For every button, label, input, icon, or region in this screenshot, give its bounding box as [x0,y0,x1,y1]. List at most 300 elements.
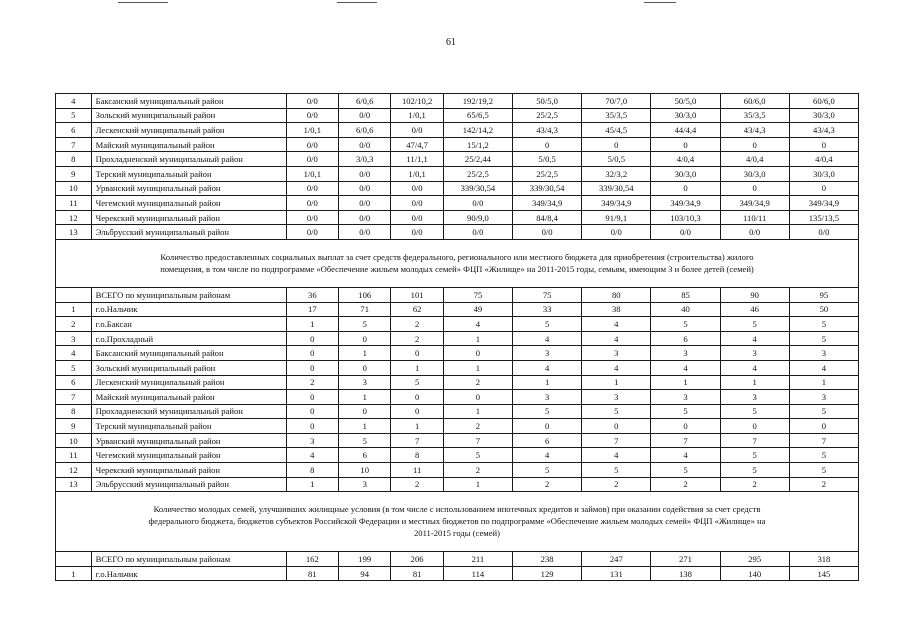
table-row [56,210,859,225]
page-number: 61 [446,37,456,48]
value-cell: 0 [286,419,338,434]
value-cell: 0/0 [339,166,391,181]
value-cell: 5/0,5 [582,152,651,167]
municipality-name-cell: ВСЕГО по муниципальным районам [91,552,286,567]
value-cell: 1 [391,419,443,434]
total-row [56,552,859,567]
value-cell: 6 [651,331,720,346]
value-cell: 36 [286,287,338,302]
value-cell: 30/3,0 [720,166,789,181]
value-cell: 4 [582,360,651,375]
value-cell: 84/8,4 [513,210,582,225]
row-number-cell [56,552,92,567]
value-cell: 35/3,5 [720,108,789,123]
value-cell: 75 [443,287,512,302]
value-cell: 0 [651,137,720,152]
table-row [56,137,859,152]
value-cell: 30/3,0 [651,108,720,123]
value-cell: 0/0 [789,225,858,240]
value-cell: 1 [286,477,338,492]
value-cell: 110/11 [720,210,789,225]
value-cell: 1 [339,346,391,361]
value-cell: 5 [513,404,582,419]
row-number-cell: 5 [56,108,92,123]
value-cell: 0/0 [391,181,443,196]
row-number-cell: 13 [56,477,92,492]
municipality-name-cell: Майский муниципальный район [91,390,286,405]
value-cell: 0/0 [286,210,338,225]
value-cell: 6 [339,448,391,463]
value-cell: 5 [443,448,512,463]
value-cell: 43/4,3 [789,123,858,138]
table-row [56,166,859,181]
section-2-heading-line1: Количество предоставленных социальных выплат за счет средств федерального, регионального или местного бюджета для приобретения (строительства) жилого [160,251,754,262]
value-cell: 2 [720,477,789,492]
value-cell: 1 [443,404,512,419]
value-cell: 1 [789,375,858,390]
value-cell: 0/0 [391,196,443,211]
table-row [56,390,859,405]
value-cell: 0 [513,419,582,434]
value-cell: 5 [582,463,651,478]
value-cell: 4 [651,448,720,463]
value-cell: 0/0 [339,225,391,240]
value-cell: 30/3,0 [789,166,858,181]
value-cell: 0/0 [339,210,391,225]
value-cell: 3 [651,390,720,405]
value-cell: 4 [513,360,582,375]
value-cell: 4 [582,448,651,463]
value-cell: 3 [339,477,391,492]
value-cell: 50/5,0 [513,94,582,109]
value-cell: 38 [582,302,651,317]
value-cell: 4 [720,331,789,346]
value-cell: 35/3,5 [582,108,651,123]
table-row [56,477,859,492]
municipality-name-cell: Эльбрусский муниципальный район [91,225,286,240]
municipality-name-cell: Зольский муниципальный район [91,108,286,123]
value-cell: 5 [720,317,789,332]
row-number-cell: 5 [56,360,92,375]
section-1-body [56,94,859,240]
value-cell: 15/1,2 [443,137,512,152]
value-cell: 114 [443,566,512,581]
value-cell: 49 [443,302,512,317]
value-cell: 0/0 [339,137,391,152]
value-cell: 131 [582,566,651,581]
row-number-cell: 11 [56,196,92,211]
table-row [56,196,859,211]
value-cell: 0 [720,181,789,196]
value-cell: 0 [443,390,512,405]
value-cell: 60/6,0 [789,94,858,109]
table-row [56,302,859,317]
value-cell: 0/0 [443,196,512,211]
value-cell: 0/0 [286,152,338,167]
value-cell: 339/30,54 [582,181,651,196]
value-cell: 349/34,9 [513,196,582,211]
row-number-cell: 10 [56,433,92,448]
value-cell: 0 [339,331,391,346]
value-cell: 7 [720,433,789,448]
table-row [56,346,859,361]
value-cell: 5 [789,448,858,463]
value-cell: 25/2,5 [513,108,582,123]
value-cell: 135/13,5 [789,210,858,225]
value-cell: 247 [582,552,651,567]
value-cell: 5 [339,433,391,448]
municipality-name-cell: Эльбрусский муниципальный район [91,477,286,492]
value-cell: 1 [443,360,512,375]
value-cell: 7 [391,433,443,448]
table-row [56,181,859,196]
value-cell: 7 [443,433,512,448]
value-cell: 211 [443,552,512,567]
municipality-name-cell: ВСЕГО по муниципальным районам [91,287,286,302]
value-cell: 7 [651,433,720,448]
value-cell: 94 [339,566,391,581]
value-cell: 3 [582,346,651,361]
value-cell: 271 [651,552,720,567]
value-cell: 1 [286,317,338,332]
section-3-body [56,552,859,581]
row-number-cell: 6 [56,375,92,390]
row-number-cell: 4 [56,346,92,361]
value-cell: 7 [582,433,651,448]
value-cell: 0 [391,404,443,419]
value-cell: 206 [391,552,443,567]
value-cell: 0 [339,404,391,419]
value-cell: 0/0 [339,181,391,196]
value-cell: 0/0 [391,123,443,138]
value-cell: 62 [391,302,443,317]
value-cell: 43/4,3 [720,123,789,138]
value-cell: 0 [286,390,338,405]
value-cell: 0 [789,419,858,434]
value-cell: 0 [391,390,443,405]
municipality-name-cell: Прохладненский муниципальный район [91,152,286,167]
value-cell: 2 [443,419,512,434]
value-cell: 4 [720,360,789,375]
value-cell: 349/34,9 [651,196,720,211]
table-row [56,94,859,109]
value-cell: 4/0,4 [789,152,858,167]
value-cell: 138 [651,566,720,581]
row-number-cell: 9 [56,419,92,434]
value-cell: 0 [651,419,720,434]
value-cell: 5 [513,317,582,332]
section-2-heading [56,239,859,287]
value-cell: 8 [391,448,443,463]
table-row [56,152,859,167]
value-cell: 1 [513,375,582,390]
row-number-cell: 2 [56,317,92,332]
value-cell: 5 [651,317,720,332]
value-cell: 91/9,1 [582,210,651,225]
value-cell: 0 [513,137,582,152]
row-number-cell: 13 [56,225,92,240]
value-cell: 1/0,1 [286,123,338,138]
value-cell: 0/0 [286,196,338,211]
value-cell: 1 [582,375,651,390]
value-cell: 349/34,9 [789,196,858,211]
value-cell: 32/3,2 [582,166,651,181]
value-cell: 102/10,2 [391,94,443,109]
value-cell: 318 [789,552,858,567]
row-number-cell: 12 [56,463,92,478]
value-cell: 192/19,2 [443,94,512,109]
value-cell: 81 [391,566,443,581]
value-cell: 0/0 [339,196,391,211]
value-cell: 3 [789,390,858,405]
value-cell: 238 [513,552,582,567]
value-cell: 11 [391,463,443,478]
value-cell: 2 [443,375,512,390]
section-3-heading [56,492,859,552]
value-cell: 6/0,6 [339,94,391,109]
value-cell: 339/30,54 [513,181,582,196]
value-cell: 0/0 [286,137,338,152]
value-cell: 4 [651,360,720,375]
value-cell: 0 [651,181,720,196]
value-cell: 90 [720,287,789,302]
municipality-name-cell: Чегемский муниципальный район [91,448,286,463]
table-row [56,463,859,478]
value-cell: 0 [720,137,789,152]
value-cell: 140 [720,566,789,581]
value-cell: 75 [513,287,582,302]
value-cell: 5 [339,317,391,332]
value-cell: 5 [789,317,858,332]
row-number-cell: 3 [56,331,92,346]
value-cell: 0/0 [651,225,720,240]
table-row [56,404,859,419]
table-row [56,419,859,434]
value-cell: 145 [789,566,858,581]
value-cell: 339/30,54 [443,181,512,196]
value-cell: 1 [651,375,720,390]
row-number-cell: 1 [56,302,92,317]
municipality-name-cell: Прохладненский муниципальный район [91,404,286,419]
value-cell: 0 [391,346,443,361]
value-cell: 4 [789,360,858,375]
scan-mark [118,2,168,3]
municipality-name-cell: Черекский муниципальный район [91,210,286,225]
value-cell: 5 [720,448,789,463]
value-cell: 5 [720,404,789,419]
value-cell: 25/2,5 [513,166,582,181]
value-cell: 5 [789,404,858,419]
value-cell: 43/4,3 [513,123,582,138]
municipality-name-cell: Майский муниципальный район [91,137,286,152]
value-cell: 3 [582,390,651,405]
value-cell: 2 [443,463,512,478]
value-cell: 47/4,7 [391,137,443,152]
value-cell: 5 [789,331,858,346]
value-cell: 50 [789,302,858,317]
value-cell: 90/9,0 [443,210,512,225]
value-cell: 0/0 [339,108,391,123]
value-cell: 5 [513,463,582,478]
value-cell: 199 [339,552,391,567]
row-number-cell: 11 [56,448,92,463]
value-cell: 0/0 [720,225,789,240]
value-cell: 3/0,3 [339,152,391,167]
value-cell: 3 [651,346,720,361]
value-cell: 7 [789,433,858,448]
row-number-cell: 1 [56,566,92,581]
row-number-cell: 6 [56,123,92,138]
scan-mark [644,2,676,3]
value-cell: 1 [443,331,512,346]
value-cell: 1/0,1 [286,166,338,181]
value-cell: 6/0,6 [339,123,391,138]
value-cell: 70/7,0 [582,94,651,109]
value-cell: 4/0,4 [651,152,720,167]
municipality-name-cell: Баксанский муниципальный район [91,94,286,109]
value-cell: 71 [339,302,391,317]
value-cell: 5/0,5 [513,152,582,167]
municipality-name-cell: Зольский муниципальный район [91,360,286,375]
total-row [56,287,859,302]
table-row [56,123,859,138]
value-cell: 0/0 [391,210,443,225]
value-cell: 0 [286,346,338,361]
value-cell: 2 [391,317,443,332]
municipality-name-cell: Терский муниципальный район [91,419,286,434]
value-cell: 2 [789,477,858,492]
municipality-name-cell: Черекский муниципальный район [91,463,286,478]
value-cell: 4 [286,448,338,463]
municipality-name-cell: Лескенский муниципальный район [91,375,286,390]
value-cell: 5 [720,463,789,478]
table-row [56,331,859,346]
statistics-table [55,93,859,581]
table-row [56,433,859,448]
table-row [56,448,859,463]
value-cell: 30/3,0 [789,108,858,123]
row-number-cell: 12 [56,210,92,225]
row-number-cell: 4 [56,94,92,109]
value-cell: 17 [286,302,338,317]
value-cell: 349/34,9 [582,196,651,211]
value-cell: 0/0 [286,94,338,109]
value-cell: 1 [339,419,391,434]
section-2-heading-line2: помещения, в том числе по подпрограмме «Обеспечение жильем молодых семей» ФЦП «Жилище» на 2011-2015 годы, семьям, имеющим 3 и более детей (семей) [160,263,754,274]
value-cell: 4 [513,448,582,463]
value-cell: 3 [339,375,391,390]
municipality-name-cell: Баксанский муниципальный район [91,346,286,361]
value-cell: 0 [339,360,391,375]
value-cell: 80 [582,287,651,302]
value-cell: 2 [286,375,338,390]
value-cell: 1 [443,477,512,492]
table-row [56,317,859,332]
value-cell: 30/3,0 [651,166,720,181]
value-cell: 1 [339,390,391,405]
section-3-heading-line3: 2011-2015 годы (семей) [413,528,501,539]
value-cell: 0 [789,181,858,196]
row-number-cell: 8 [56,152,92,167]
value-cell: 0 [789,137,858,152]
value-cell: 5 [789,463,858,478]
value-cell: 0/0 [582,225,651,240]
value-cell: 4 [443,317,512,332]
scan-mark [337,2,377,3]
row-number-cell: 9 [56,166,92,181]
value-cell: 0 [286,360,338,375]
value-cell: 25/2,44 [443,152,512,167]
value-cell: 5 [391,375,443,390]
value-cell: 46 [720,302,789,317]
value-cell: 3 [789,346,858,361]
value-cell: 4/0,4 [720,152,789,167]
value-cell: 103/10,3 [651,210,720,225]
municipality-name-cell: Чегемский муниципальный район [91,196,286,211]
row-number-cell: 7 [56,390,92,405]
row-number-cell [56,287,92,302]
value-cell: 0 [720,419,789,434]
value-cell: 0/0 [286,181,338,196]
value-cell: 0/0 [513,225,582,240]
value-cell: 10 [339,463,391,478]
value-cell: 2 [391,331,443,346]
table-row [56,566,859,581]
value-cell: 0/0 [286,108,338,123]
value-cell: 0/0 [391,225,443,240]
table-row [56,225,859,240]
value-cell: 65/6,5 [443,108,512,123]
municipality-name-cell: Урванский муниципальный район [91,433,286,448]
value-cell: 1 [391,360,443,375]
table-row [56,360,859,375]
municipality-name-cell: Лескенский муниципальный район [91,123,286,138]
value-cell: 4 [582,331,651,346]
municipality-name-cell: г.о.Нальчик [91,566,286,581]
value-cell: 6 [513,433,582,448]
value-cell: 0 [582,137,651,152]
value-cell: 2 [651,477,720,492]
value-cell: 95 [789,287,858,302]
value-cell: 162 [286,552,338,567]
value-cell: 4 [582,317,651,332]
value-cell: 1/0,1 [391,108,443,123]
value-cell: 1/0,1 [391,166,443,181]
value-cell: 0/0 [286,225,338,240]
value-cell: 25/2,5 [443,166,512,181]
municipality-name-cell: г.о.Нальчик [91,302,286,317]
value-cell: 295 [720,552,789,567]
value-cell: 0 [582,419,651,434]
value-cell: 3 [720,346,789,361]
value-cell: 1 [720,375,789,390]
value-cell: 50/5,0 [651,94,720,109]
value-cell: 3 [513,390,582,405]
value-cell: 3 [286,433,338,448]
value-cell: 5 [651,463,720,478]
value-cell: 0/0 [443,225,512,240]
section-3-heading-line1: Количество молодых семей, улучшивших жилищные условия (в том числе с использованием ипотечных кредитов и займов) при оказании содействия за счет средств [153,504,761,515]
value-cell: 2 [582,477,651,492]
value-cell: 142/14,2 [443,123,512,138]
row-number-cell: 8 [56,404,92,419]
value-cell: 85 [651,287,720,302]
value-cell: 44/4,4 [651,123,720,138]
municipality-name-cell: Терский муниципальный район [91,166,286,181]
value-cell: 2 [391,477,443,492]
value-cell: 349/34,9 [720,196,789,211]
value-cell: 45/4,5 [582,123,651,138]
